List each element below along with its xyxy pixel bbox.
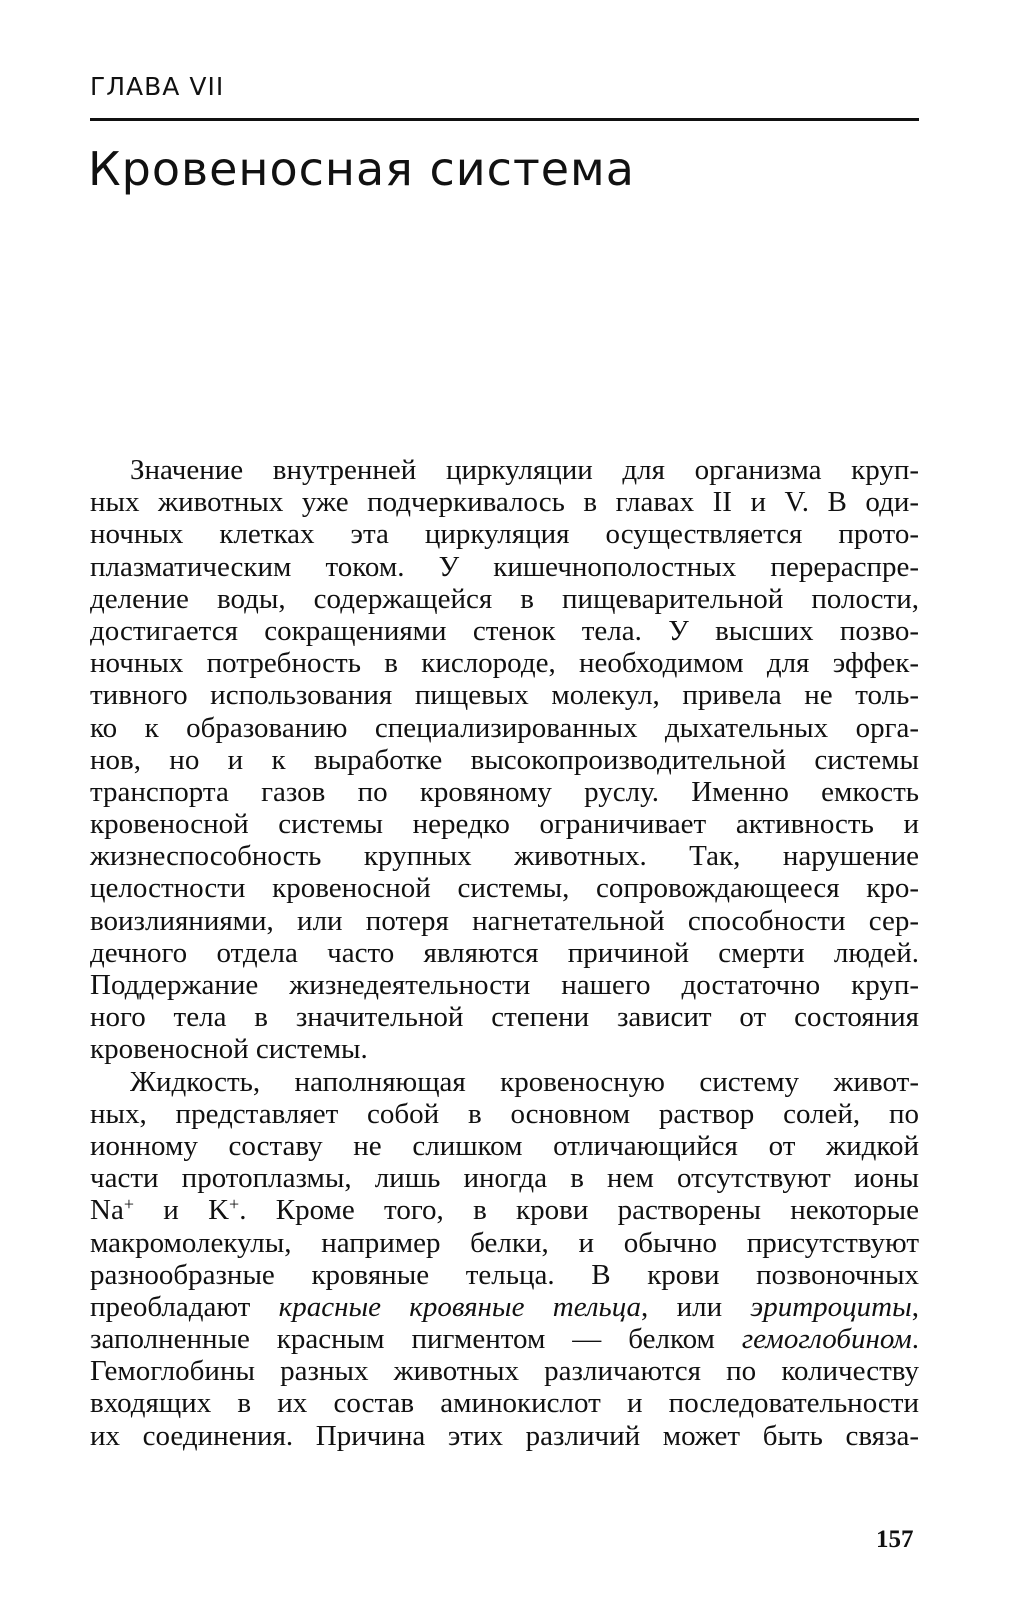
italic-term: эритроциты: [750, 1290, 912, 1323]
text-line: макромолекулы, например белки, и обычно присутствуют: [90, 1226, 919, 1259]
text-line: ионному составу не слишком отличающийся от жидкой: [90, 1129, 919, 1162]
text-fragment: и K: [133, 1194, 230, 1227]
text-fragment: , или: [641, 1290, 751, 1323]
text-line: части протоплазмы, лишь иногда в нем отсутствуют ионы: [90, 1162, 919, 1195]
text-line: деление воды, содержащейся в пищеварительной полости,: [90, 582, 919, 615]
text-line: ного тела в значительной степени зависит от состояния: [90, 1001, 919, 1034]
header-rule: [90, 118, 919, 121]
text-line: [90, 1194, 919, 1226]
text-line: Гемоглобины разных животных различаются по количеству: [90, 1355, 919, 1388]
text-line: [90, 1323, 919, 1355]
text-line: ночных потребность в кислороде, необходимом для эффек-: [90, 647, 919, 680]
text-line: разнообразные кровяные тельца. В крови позвоночных: [90, 1258, 919, 1291]
text-line: [90, 1291, 919, 1323]
text-fragment: преобладают: [90, 1290, 279, 1323]
text-line: жизнеспособность крупных животных. Так, нарушение: [90, 840, 919, 873]
text-line: Значение внутренней циркуляции для организма круп-: [130, 454, 919, 486]
text-fragment: Na: [90, 1194, 124, 1227]
text-line: кровеносной системы.: [90, 1033, 368, 1066]
text-line: достигается сокращениями стенок тела. У высших позво-: [90, 614, 919, 647]
text-fragment: ,: [911, 1290, 919, 1323]
text-fragment: .: [911, 1323, 919, 1356]
italic-term: красные кровяные тельца: [278, 1290, 642, 1323]
text-line: ночных клетках эта циркуляция осуществляется прото-: [90, 518, 919, 551]
text-line: их соединения. Причина этих различий может быть связа-: [90, 1419, 919, 1452]
text-line: ко к образованию специализированных дыхательных орга-: [90, 711, 919, 744]
text-line: плазматическим током. У кишечнополостных перераспре-: [90, 550, 919, 583]
text-line: нов, но и к выработке высокопроизводительной системы: [90, 743, 919, 776]
text-fragment: . Кроме того, в крови растворены некоторые: [239, 1194, 920, 1227]
chapter-label: ГЛАВА VII: [90, 72, 225, 101]
text-line: воизлияниями, или потеря нагнетательной способности сер-: [90, 904, 919, 937]
superscript: +: [229, 1194, 240, 1215]
text-fragment: заполненные красным пигментом — белком: [90, 1323, 742, 1356]
text-line: входящих в их состав аминокислот и последовательности: [90, 1387, 919, 1420]
body-text: [90, 454, 919, 1452]
text-line: Жидкость, наполняющая кровеносную систему живот-: [130, 1065, 919, 1098]
text-line: целостности кровеносной системы, сопровождающееся кро-: [90, 872, 919, 905]
text-line: кровеносной системы нередко ограничивает активность и: [90, 808, 919, 841]
italic-term: гемоглобином: [741, 1323, 912, 1356]
superscript: +: [123, 1194, 134, 1215]
text-line: транспорта газов по кровяному руслу. Именно емкость: [90, 775, 919, 808]
text-line: тивного использования пищевых молекул, привела не толь-: [90, 679, 919, 712]
chapter-title: Кровеносная система: [88, 142, 635, 196]
page-number: 157: [876, 1526, 914, 1553]
text-line: ных, представляет собой в основном раствор солей, по: [90, 1097, 919, 1130]
text-line: ных животных уже подчеркивалось в главах II и V. В оди-: [90, 486, 919, 519]
text-line: дечного отдела часто являются причиной смерти людей.: [90, 936, 919, 969]
text-line: Поддержание жизнедеятельности нашего достаточно круп-: [90, 969, 919, 1001]
